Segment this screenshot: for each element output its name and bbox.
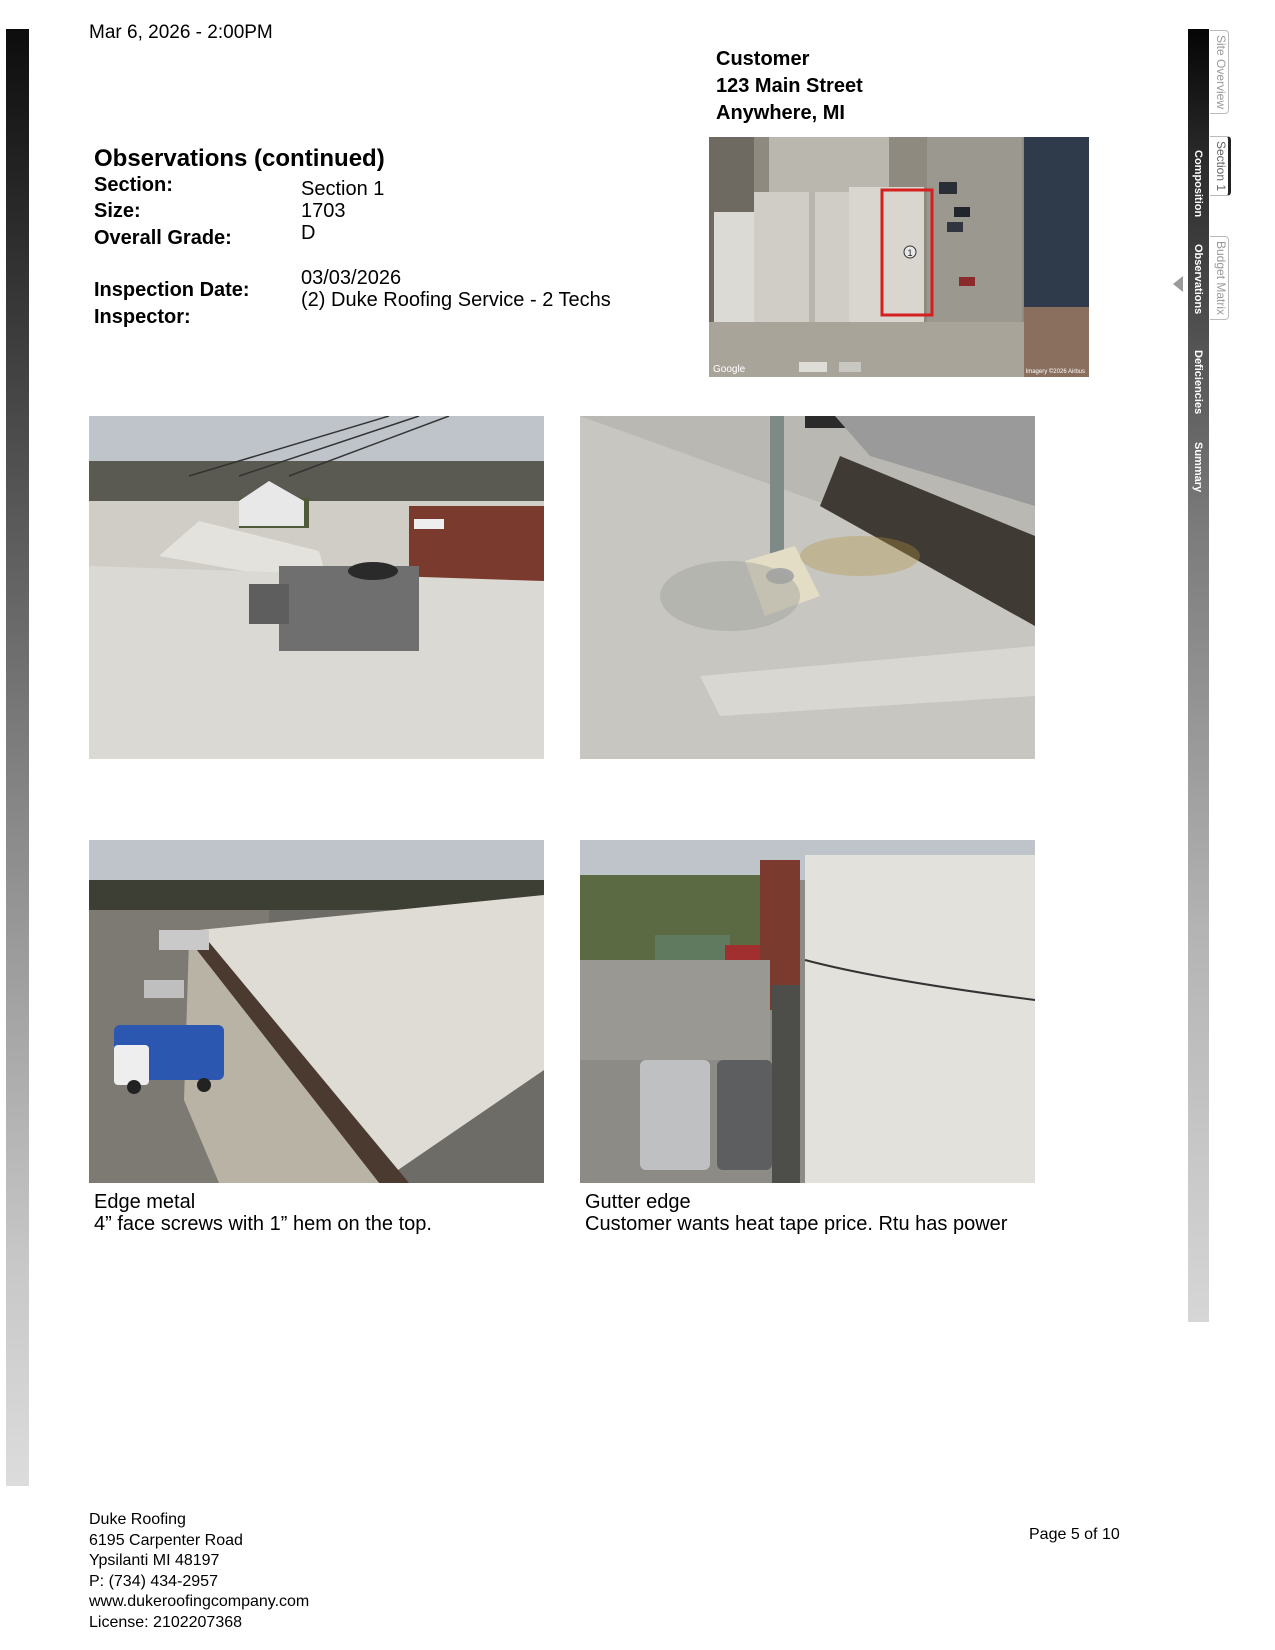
customer-street: 123 Main Street <box>716 75 863 97</box>
caption-edge-metal-text: 4” face screws with 1” hem on the top. <box>94 1213 432 1235</box>
footer-license: License: 2102207368 <box>89 1613 243 1631</box>
nav-tab-observations[interactable]: Observations <box>1192 244 1204 315</box>
nav-tab-site-overview[interactable]: Site Overview <box>1210 30 1229 114</box>
footer-company-info <box>89 1510 309 1633</box>
caption-gutter-edge-title: Gutter edge <box>585 1191 691 1213</box>
nav-tab-summary[interactable]: Summary <box>1192 442 1204 493</box>
section-value: Section 1 <box>301 178 385 200</box>
customer-name: Customer <box>716 48 810 70</box>
caption-gutter-edge <box>585 1191 1007 1235</box>
inspection-date-label: Inspection Date: <box>94 279 250 301</box>
current-tab-arrow-icon <box>1173 276 1183 292</box>
section-marker-label: 1 <box>907 248 913 258</box>
imagery-credit: Imagery ©2026 Airbus <box>1025 369 1085 375</box>
caption-edge-metal-title: Edge metal <box>94 1191 196 1213</box>
nav-tab-deficiencies[interactable]: Deficiencies <box>1192 350 1204 415</box>
caption-edge-metal <box>94 1191 432 1235</box>
photo-gutter-edge <box>580 840 1035 1183</box>
footer-street: 6195 Carpenter Road <box>89 1531 243 1549</box>
footer-company: Duke Roofing <box>89 1511 186 1528</box>
google-watermark: Google <box>713 364 746 375</box>
page-number: Page 5 of 10 <box>1029 1526 1120 1543</box>
aerial-map-image <box>709 137 1089 377</box>
inspector-value: (2) Duke Roofing Service - 2 Techs <box>301 289 611 311</box>
photo-pipe-penetration-image <box>580 416 1035 759</box>
grade-label: Overall Grade: <box>94 227 232 249</box>
grade-value: D <box>301 222 316 244</box>
size-label: Size: <box>94 200 141 222</box>
aerial-map <box>709 137 1089 377</box>
photo-edge-metal-image <box>89 840 544 1183</box>
observations-title: Observations (continued) <box>94 145 385 172</box>
report-datetime: Mar 6, 2026 - 2:00PM <box>89 22 273 43</box>
left-gradient-bar <box>6 29 29 1486</box>
photo-rtu-unit-image <box>89 416 544 759</box>
nav-tab-budget-matrix[interactable]: Budget Matrix <box>1210 236 1229 320</box>
footer-city: Ypsilanti MI 48197 <box>89 1552 220 1569</box>
nav-tab-composition[interactable]: Composition <box>1192 150 1204 218</box>
photo-edge-metal <box>89 840 544 1183</box>
customer-city: Anywhere, MI <box>716 102 845 124</box>
customer-block <box>716 46 863 127</box>
nav-tab-section-1[interactable]: Section 1 <box>1210 136 1231 196</box>
size-value: 1703 <box>301 200 346 222</box>
footer-website: www.dukeroofingcompany.com <box>89 1593 310 1610</box>
photo-pipe-penetration <box>580 416 1035 759</box>
caption-gutter-edge-text: Customer wants heat tape price. Rtu has power <box>585 1213 1008 1235</box>
photo-rtu-unit <box>89 416 544 759</box>
inspector-label: Inspector: <box>94 306 191 328</box>
inspection-date-value: 03/03/2026 <box>301 267 402 289</box>
section-label: Section: <box>94 174 173 196</box>
footer-phone: P: (734) 434-2957 <box>89 1572 218 1590</box>
right-nav-bar <box>1188 29 1209 1322</box>
photo-gutter-edge-image <box>580 840 1035 1183</box>
